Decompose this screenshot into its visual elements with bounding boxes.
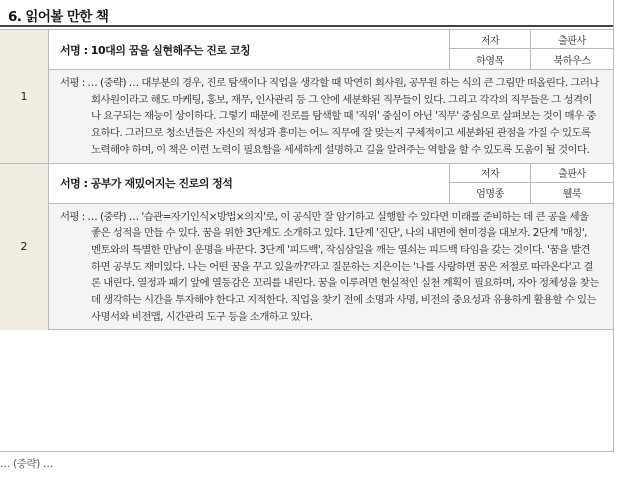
book-number: 2 <box>0 163 49 330</box>
title-rule <box>0 25 614 27</box>
book-2-review-row <box>0 203 613 330</box>
footer-ellipsis: … (중략) … <box>0 458 53 470</box>
book-meta <box>449 30 613 69</box>
book-1-review-row <box>0 70 613 164</box>
publisher-value: 웰북 <box>562 189 582 201</box>
book-table <box>0 29 613 330</box>
author-value: 엄명종 <box>450 183 531 203</box>
book-meta <box>449 164 613 203</box>
section-title: 6. 읽어볼 만한 책 <box>8 9 109 25</box>
book-title: 서명 : 10대의 꿈을 실현해주는 진로 코칭 <box>60 43 251 57</box>
book-review: 서평 : … (중략) … '습관=자기인식×방법×의지'로, 이 공식만 잘 암기하고 실행할 수 있다면 미래를 준비하는 데 큰 공을 세울 좋은 성적을 만들 수 있다. 꿈을 위한 3단계도 소개하고 있다. 1단계 '진단', 나의 내면에 현미경을 대보자. 2단계 '매칭', 멘토와의 특별한 만남이 운명을 바꾼다. 3단계 '피드백', 작심삼일을 깨는 열쇠는 피드백 타임을 갖는 것이다. '꿈을 발견하면 공부도 재미있다. 나는 어떤 꿈을 꾸고 있을까?'라고 질문하는 지은이는 '나를 사랑하면 꿈은 저절로 따라온다'고 결론 내린다. 열정과 패기 앞에 열등감은 꼬리를 내린다. 꿈을 이루려면 현실적인 실천 계획이 필요하며, 자아 정체성을 찾는 데 생각하는 시간을 투자해야 한다고 지적한다. 직업을 찾기 전에 소명과 사명, 비전의 중요성과 유용하게 활용할 수 있는 사명서와 비전맵, 시간관리 도구 등을 소개하고 있다. <box>60 210 599 323</box>
book-number: 1 <box>0 30 49 164</box>
publisher-label: 출판사 <box>531 30 613 49</box>
author-label: 저자 <box>450 164 531 183</box>
book-review: 서평 : … (중략) … 대부분의 경우, 진로 탐색이나 직업을 생각할 때 막연히 회사원, 공무원 하는 식의 큰 그림만 떠올린다. 그러나 회사원이라고 해도 마케팅, 홍보, 재무, 인사관리 등 그 안에 세분화된 직무들이 있다. 그리고 각각의 직무들은 그 성격이나 요구되는 재능이 상이하다. 그렇기 때문에 진로를 탐색할 때 '직위' 중심이 아닌 '직무' 중심으로 살펴보는 것이 매우 중요하다. 그러므로 청소년들은 자신의 적성과 흥미는 어느 직무에 잘 맞는지 구체적이고 세분화된 관점을 가질 수 있도록 노력해야 하며, 이 책은 이런 노력이 필요함을 세세하게 설명하고 길을 알려주는 역할을 할 수 있도록 도움이 될 것이다. <box>60 77 599 156</box>
author-value: 하영목 <box>450 49 531 69</box>
right-border <box>613 0 614 451</box>
publisher-value: 북하우스 <box>553 55 591 67</box>
book-title: 서명 : 공부가 재밌어지는 진로의 정석 <box>60 177 233 191</box>
book-2-header-row <box>0 163 613 203</box>
bottom-rule <box>0 451 614 452</box>
book-1-header-row <box>0 30 613 70</box>
author-label: 저자 <box>450 30 531 49</box>
publisher-label: 출판사 <box>531 164 613 183</box>
